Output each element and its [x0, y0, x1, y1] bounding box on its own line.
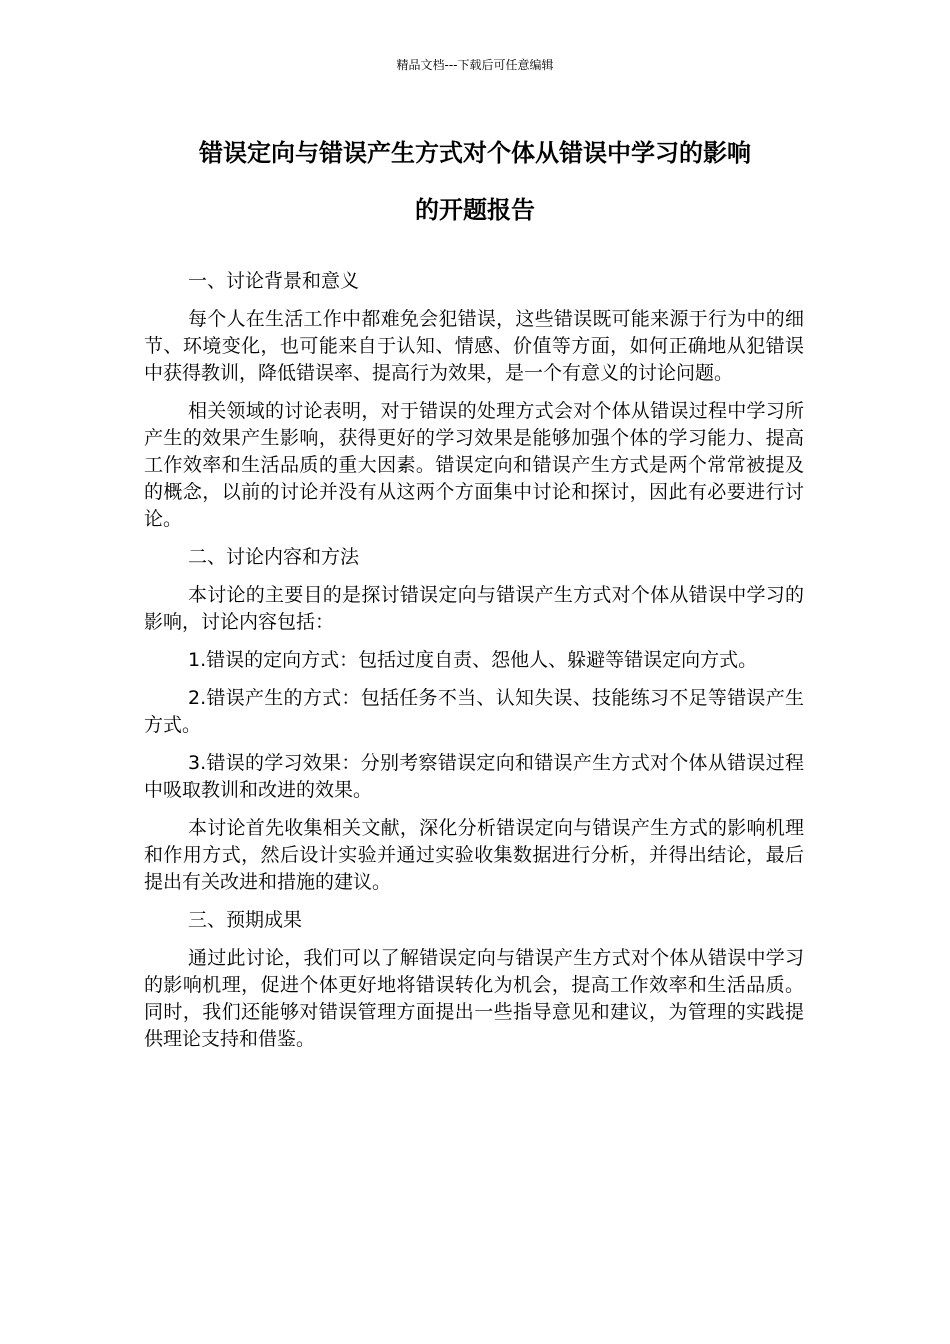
paragraph-content-intro: 本讨论的主要目的是探讨错误定向与错误产生方式对个体从错误中学习的影响，讨论内容包括：	[144, 584, 804, 633]
paragraph-background-1: 每个人在生活工作中都难免会犯错误，这些错误既可能来源于行为中的细节、环境变化，也可能来自于认知、情感、价值等方面，如何正确地从犯错误中获得教训，降低错误率、提高行为效果，是一个有意义的讨论问题。	[144, 308, 804, 384]
section-heading-content-methods: 二、讨论内容和方法	[188, 546, 360, 568]
document-body	[144, 268, 804, 1064]
paragraph-methods: 本讨论首先收集相关文献，深化分析错误定向与错误产生方式的影响机理和作用方式，然后设计实验并通过实验收集数据进行分析，并得出结论，最后提出有关改进和措施的建议。	[144, 817, 804, 893]
list-item-error-orientation: 1.错误的定向方式：包括过度自责、怨他人、躲避等错误定向方式。	[188, 649, 758, 671]
section-heading-expected-results: 三、预期成果	[188, 909, 303, 931]
list-item-error-generation: 2.错误产生的方式：包括任务不当、认知失误、技能练习不足等错误产生方式。	[144, 687, 804, 736]
section-heading-background: 一、讨论背景和意义	[188, 270, 360, 292]
document-title-line-2: 的开题报告	[415, 196, 535, 224]
document-title-line-1: 错误定向与错误产生方式对个体从错误中学习的影响	[199, 139, 751, 167]
list-item-learning-effect: 3.错误的学习效果：分别考察错误定向和错误产生方式对个体从错误过程中吸取教训和改进的效果。	[144, 752, 804, 801]
paragraph-background-2: 相关领域的讨论表明，对于错误的处理方式会对个体从错误过程中学习所产生的效果产生影响，获得更好的学习效果是能够加强个体的学习能力、提高工作效率和生活品质的重大因素。错误定向和错误产生方式是两个常常被提及的概念，以前的讨论并没有从这两个方面集中讨论和探讨，因此有必要进行讨论。	[144, 400, 804, 530]
paragraph-expected-results: 通过此讨论，我们可以了解错误定向与错误产生方式对个体从错误中学习的影响机理，促进个体更好地将错误转化为机会，提高工作效率和生活品质。同时，我们还能够对错误管理方面提出一些指导意见和建议，为管理的实践提供理论支持和借鉴。	[144, 947, 804, 1050]
header-note: 精品文档---下载后可任意编辑	[396, 58, 554, 72]
